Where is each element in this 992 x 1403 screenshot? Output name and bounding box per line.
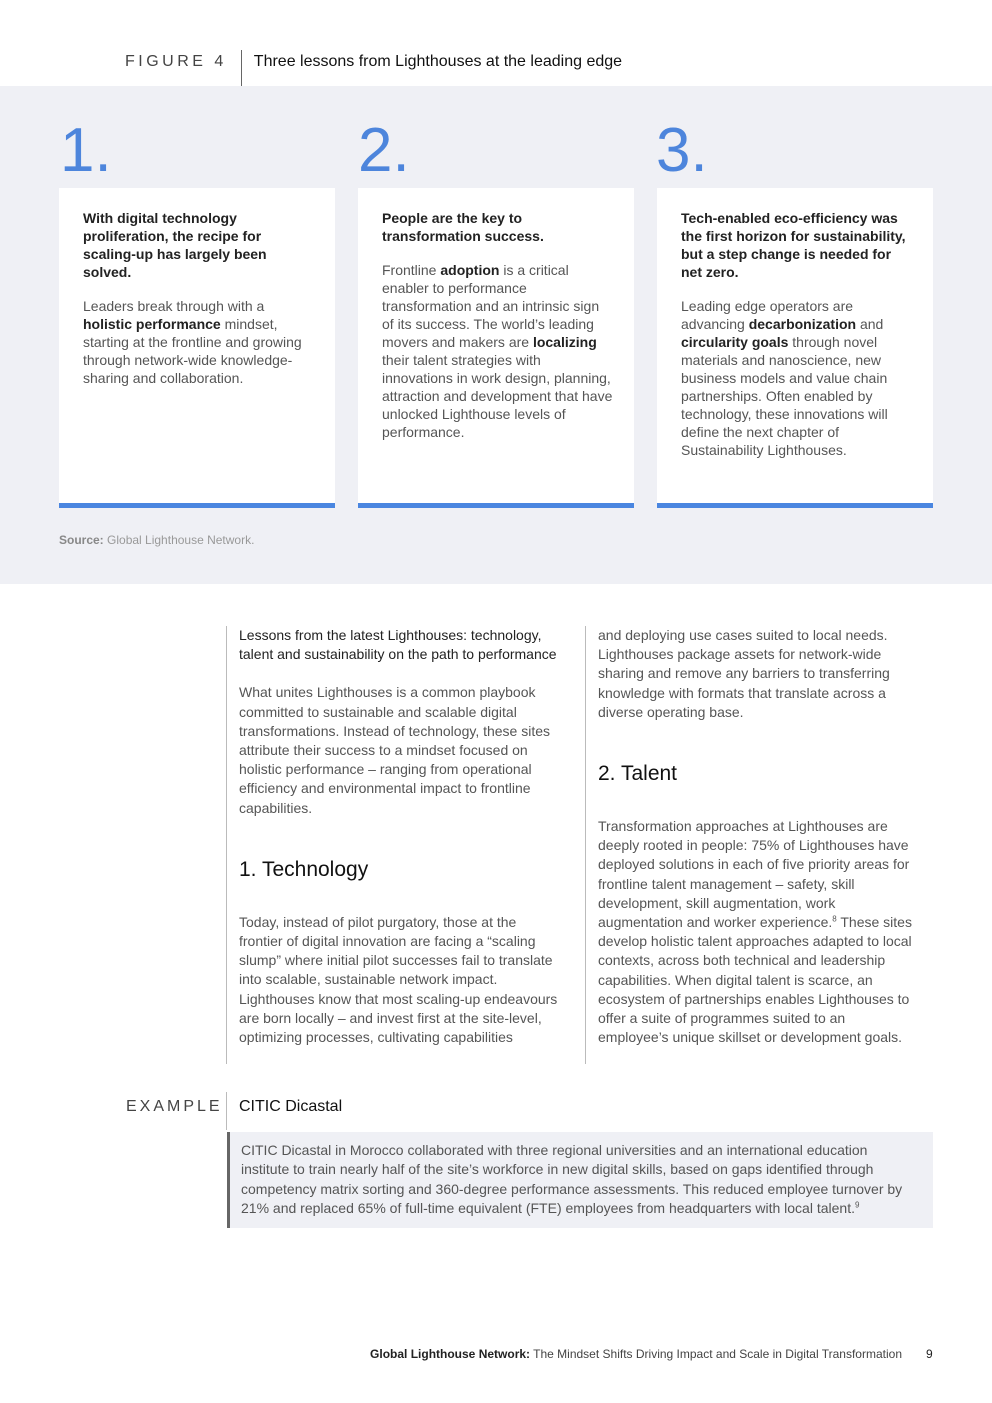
body-text: and [856, 316, 884, 332]
emphasis-text: adoption [440, 262, 500, 278]
emphasis-text: decarbonization [748, 316, 857, 332]
lesson-number-3: 3. [656, 116, 708, 185]
footer-title: The Mindset Shifts Driving Impact and Scale in Digital Transformation [530, 1347, 902, 1361]
footer-publisher: Global Lighthouse Network: [370, 1347, 531, 1361]
example-divider [226, 1092, 227, 1130]
emphasis-text: circularity goals [681, 334, 789, 350]
lesson-number-1: 1. [60, 116, 112, 185]
lesson-body [681, 297, 913, 459]
intro-heading: Lessons from the latest Lighthouses: technology, talent and sustainability on the path to performance [239, 627, 557, 663]
body-text: mindset, starting at the frontline and growing through network-wide knowledge-sharing and collaboration. [83, 316, 302, 386]
example-box [227, 1132, 933, 1228]
figure-title: Three lessons from Lighthouses at the leading edge [253, 53, 623, 70]
footnote-ref-8: 8 [832, 914, 837, 924]
lesson-heading: People are the key to transformation success. [382, 210, 544, 244]
talent-body [598, 817, 918, 1047]
technology-body: Today, instead of pilot purgatory, those at the frontier of digital innovation are facing a “scaling slump” where initial pilot successes fail to translate into scalable, sustainable network impact. Lighthouses know that most scaling-up endeavours are born locally – and invest first at the site-level, optimizing processes, cultivating capabilities [239, 913, 558, 1046]
example-title: CITIC Dicastal [239, 1098, 343, 1115]
body-text: their talent strategies with innovations in work design, planning, attraction and development that have unlocked Lighthouse levels of performance. [382, 352, 613, 440]
lesson-card-2 [358, 188, 634, 508]
example-body: CITIC Dicastal in Morocco collaborated with three regional universities and an international education institute to train nearly half of the site’s workforce in new digital skills, based on gaps identified through competency matrix sorting and 360-degree performance assessments. This reduced employee turnover by 21% and replaced 65% of full-time equivalent (FTE) employees from headquarters with local talent. [241, 1142, 903, 1217]
article-column-left [239, 626, 559, 1047]
lesson-body [382, 261, 614, 441]
emphasis-text: localizing [532, 334, 597, 350]
intro-body: What unites Lighthouses is a common playbook committed to sustainable and scalable digital transformations. Instead of technology, these sites attribute their success to a mindset focused on holistic performance – ranging from operational efficiency and environmental impact to frontline capabilities. [239, 684, 551, 816]
article-column-right [598, 626, 918, 1047]
body-text: is a critical enabler to performance transformation and an intrinsic sign of its success. The world’s leading movers and makers are [382, 262, 600, 350]
body-text: Frontline [382, 262, 441, 278]
lesson-heading: Tech-enabled eco-efficiency was the first horizon for sustainability, but a step change is needed for net zero. [681, 210, 906, 280]
example-label: EXAMPLE [126, 1098, 223, 1115]
body-text: through novel materials and nanoscience, new business models and value chain partnerships. Often enabled by technology, these innovations will define the next chapter of Sustainability Lighthouses. [681, 334, 888, 458]
section-heading-technology: 1. Technology [239, 857, 369, 881]
column-divider-right [585, 626, 586, 1064]
footnote-ref-9: 9 [854, 1200, 860, 1210]
figure-label: FIGURE 4 [125, 53, 227, 70]
technology-body-continued: and deploying use cases suited to local needs. Lighthouses package assets for network-wide sharing and remove any barriers to transferring knowledge with formats that translate across a diverse operating base. [598, 627, 890, 720]
figure-source [59, 533, 254, 547]
talent-body-part-1: Transformation approaches at Lighthouses are deeply rooted in people: 75% of Lighthouses have deployed solutions in each of five priority areas for frontline talent management – safety, skill development, skill augmentation, work augmentation and worker experience. [598, 818, 910, 931]
figure-divider [241, 50, 242, 86]
figure-header [125, 50, 622, 86]
lesson-card-3 [657, 188, 933, 508]
page-number: 9 [926, 1347, 933, 1361]
lesson-body [83, 297, 315, 387]
lesson-number-2: 2. [358, 116, 410, 185]
page-footer [370, 1347, 902, 1361]
talent-body-part-2: These sites develop holistic talent approaches adapted to local contexts, across both technical and leadership capabilities. When digital talent is scarce, an ecosystem of partnerships enables Lighthouses to offer a suite of programmes suited to an employee’s unique skillset or development goals. [598, 914, 912, 1046]
body-text: Leaders break through with a [83, 298, 265, 314]
lesson-card-1 [59, 188, 335, 508]
section-heading-talent: 2. Talent [598, 762, 678, 786]
emphasis-text: holistic performance [83, 316, 221, 332]
body-text: Leading edge operators are advancing [681, 298, 854, 332]
lesson-heading: With digital technology proliferation, the recipe for scaling-up has largely been solved. [83, 210, 267, 280]
source-text: Global Lighthouse Network. [103, 533, 255, 547]
column-divider-left [226, 626, 227, 1064]
source-label: Source: [59, 533, 104, 547]
